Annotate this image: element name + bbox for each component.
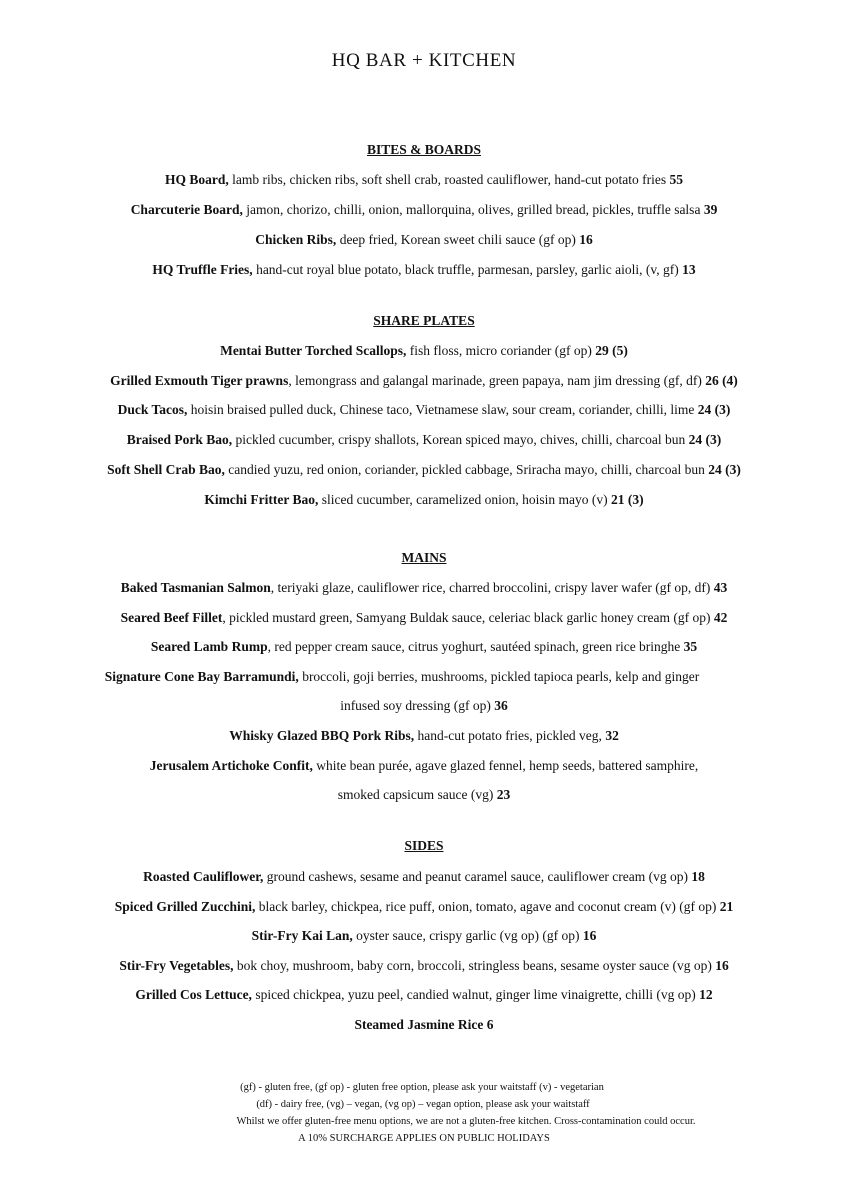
menu-item	[0, 202, 848, 218]
item-name: Spiced Grilled Zucchini,	[114, 899, 256, 914]
menu-item	[0, 669, 826, 685]
menu-item	[0, 232, 848, 248]
item-price: 16	[715, 958, 729, 973]
menu-item	[0, 580, 848, 596]
item-price: 18	[691, 869, 705, 884]
menu-item-continued	[0, 698, 848, 714]
gluten-disclaimer: Whilst we offer gluten-free menu options, we are not a gluten-free kitchen. Cross-contamination could occur.	[236, 1116, 696, 1127]
item-description: , teriyaki glaze, cauliflower rice, charred broccolini, crispy laver wafer (gf op, df)	[270, 580, 714, 595]
item-description: black barley, chickpea, rice puff, onion, tomato, agave and coconut cream (v) (gf op)	[255, 899, 720, 914]
item-description: bok choy, mushroom, baby corn, broccoli, stringless beans, sesame oyster sauce (vg op)	[233, 958, 716, 973]
item-price: 12	[699, 987, 713, 1002]
item-price: 36	[494, 698, 508, 713]
menu-item	[0, 987, 848, 1003]
item-price: 24 (3)	[708, 462, 741, 477]
item-name: Jerusalem Artichoke Confit,	[149, 758, 313, 773]
item-name: Charcuterie Board,	[130, 202, 243, 217]
dietary-legend: (gf) - gluten free, (gf op) - gluten free option, please ask your waitstaff (v) - vegetarian	[240, 1082, 604, 1093]
surcharge-notice: A 10% SURCHARGE APPLIES ON PUBLIC HOLIDAYS	[298, 1133, 550, 1144]
item-price: 21 (3)	[611, 492, 644, 507]
item-description: spiced chickpea, yuzu peel, candied walnut, ginger lime vinaigrette, chilli (vg op)	[251, 987, 700, 1002]
item-price: 43	[713, 580, 728, 595]
item-name: Seared Beef Fillet	[120, 610, 223, 625]
item-description: lamb ribs, chicken ribs, soft shell crab, roasted cauliflower, hand-cut potato fries	[228, 172, 670, 187]
menu-item	[0, 492, 848, 508]
item-price: 24 (3)	[697, 402, 731, 417]
item-name: Whisky Glazed BBQ Pork Ribs,	[229, 728, 415, 743]
item-description: fish floss, micro coriander (gf op)	[406, 343, 596, 358]
item-price: 21	[719, 899, 734, 914]
menu-item	[0, 610, 848, 626]
menu-item	[0, 958, 848, 974]
item-description: hoisin braised pulled duck, Chinese taco, Vietnamese slaw, sour cream, coriander, chilli, lime	[187, 402, 698, 417]
menu-item	[0, 343, 848, 359]
item-price: 13	[682, 262, 696, 277]
item-price: 16	[579, 232, 593, 247]
item-description: sliced cucumber, caramelized onion, hoisin mayo (v)	[318, 492, 612, 507]
item-name: Seared Lamb Rump	[150, 639, 268, 654]
item-name: Stir-Fry Kai Lan,	[251, 928, 353, 943]
item-price: 35	[683, 639, 698, 654]
item-description: jamon, chorizo, chilli, onion, mallorquina, olives, grilled bread, pickles, truffle salsa	[242, 202, 704, 217]
item-name: Duck Tacos,	[117, 402, 188, 417]
item-name: Grilled Cos Lettuce,	[135, 987, 252, 1002]
item-description: broccoli, goji berries, mushrooms, pickled tapioca pearls, kelp and ginger	[298, 669, 700, 684]
menu-item	[0, 462, 848, 478]
section-heading-sides: SIDES	[404, 838, 444, 853]
item-name: HQ Board,	[165, 172, 229, 187]
item-name: Soft Shell Crab Bao,	[107, 462, 225, 477]
item-description: hand-cut potato fries, pickled veg,	[414, 728, 606, 743]
menu-item	[0, 432, 848, 448]
item-description: white bean purée, agave glazed fennel, hemp seeds, battered samphire,	[312, 758, 699, 773]
item-name: Mentai Butter Torched Scallops,	[220, 343, 407, 358]
item-description: , red pepper cream sauce, citrus yoghurt, sautéed spinach, green rice bringhe	[267, 639, 684, 654]
item-price: 24 (3)	[688, 432, 722, 447]
item-description: deep fried, Korean sweet chili sauce (gf op)	[336, 232, 580, 247]
item-name: Steamed Jasmine Rice	[354, 1017, 487, 1032]
restaurant-title: HQ BAR + KITCHEN	[331, 50, 517, 71]
menu-item	[0, 172, 848, 188]
item-name: Grilled Exmouth Tiger prawns	[110, 373, 289, 388]
menu-item	[0, 639, 848, 655]
item-name: Signature Cone Bay Barramundi,	[104, 669, 299, 684]
section-heading-mains: MAINS	[401, 550, 447, 565]
dietary-legend: (df) - dairy free, (vg) – vegan, (vg op) – vegan option, please ask your waitstaff	[256, 1099, 590, 1110]
menu-item	[0, 373, 848, 389]
item-price: 23	[496, 787, 511, 802]
menu-item	[0, 869, 848, 885]
item-name: Braised Pork Bao,	[126, 432, 233, 447]
item-price: 26 (4)	[705, 373, 738, 388]
item-description: infused soy dressing (gf op)	[340, 698, 495, 713]
menu-item	[0, 758, 848, 774]
item-description: , pickled mustard green, Samyang Buldak sauce, celeriac black garlic honey cream (gf op)	[222, 610, 714, 625]
item-name: Roasted Cauliflower,	[143, 869, 264, 884]
item-description: pickled cucumber, crispy shallots, Korean spiced mayo, chives, chilli, charcoal bun	[232, 432, 689, 447]
menu-item	[0, 899, 848, 915]
item-price: 32	[605, 728, 619, 743]
item-price: 55	[669, 172, 683, 187]
menu-item	[0, 1017, 848, 1033]
item-description: candied yuzu, red onion, coriander, pickled cabbage, Sriracha mayo, chilli, charcoal bun	[224, 462, 709, 477]
menu-item	[0, 928, 848, 944]
item-description: ground cashews, sesame and peanut caramel sauce, cauliflower cream (vg op)	[263, 869, 692, 884]
item-description: hand-cut royal blue potato, black truffle, parmesan, parsley, garlic aioli, (v, gf)	[252, 262, 683, 277]
item-price: 29 (5)	[595, 343, 628, 358]
menu-item-continued	[0, 787, 848, 803]
item-price: 6	[486, 1017, 494, 1032]
item-description: , lemongrass and galangal marinade, green papaya, nam jim dressing (gf, df)	[288, 373, 706, 388]
item-name: Chicken Ribs,	[255, 232, 337, 247]
item-description: smoked capsicum sauce (vg)	[337, 787, 497, 802]
menu-item	[0, 402, 848, 418]
section-heading-share-plates: SHARE PLATES	[373, 313, 475, 328]
item-name: HQ Truffle Fries,	[152, 262, 253, 277]
item-name: Kimchi Fritter Bao,	[204, 492, 319, 507]
item-price: 16	[582, 928, 597, 943]
item-price: 42	[713, 610, 728, 625]
item-description: oyster sauce, crispy garlic (vg op) (gf op)	[352, 928, 583, 943]
menu-item	[0, 728, 848, 744]
item-name: Baked Tasmanian Salmon	[120, 580, 271, 595]
item-price: 39	[703, 202, 718, 217]
item-name: Stir-Fry Vegetables,	[119, 958, 234, 973]
menu-item	[0, 262, 848, 278]
section-heading-bites: BITES & BOARDS	[366, 142, 482, 157]
